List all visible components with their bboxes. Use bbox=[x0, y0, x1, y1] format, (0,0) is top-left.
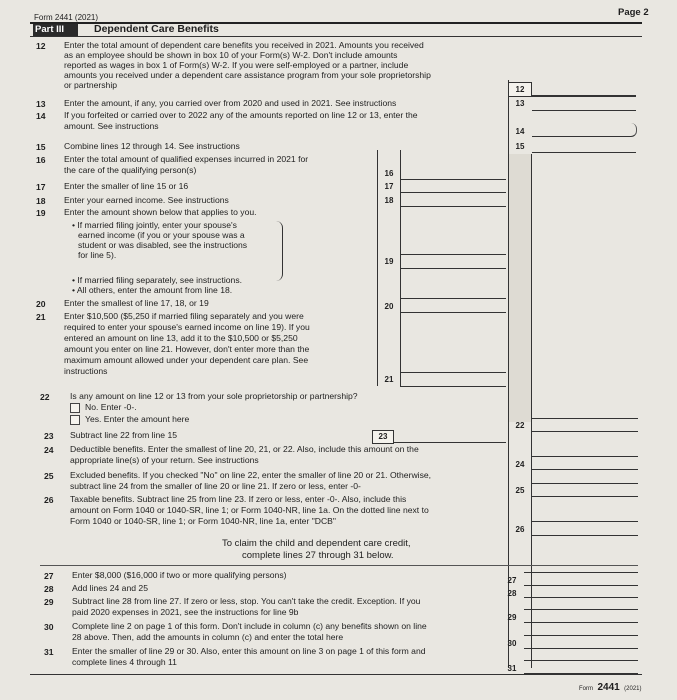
line-19-bullet-3: student or was disabled, see the instructions bbox=[78, 240, 248, 250]
line-15-box-label: 15 bbox=[515, 142, 525, 151]
line-30-amount-field[interactable] bbox=[524, 635, 638, 649]
line-23-box-label: 23 bbox=[378, 432, 388, 441]
line-22-amount-field[interactable] bbox=[532, 418, 638, 432]
line-22-no-label: No. Enter -0-. bbox=[85, 402, 137, 412]
line-24-amount-field[interactable] bbox=[532, 456, 638, 470]
line-25-text-2: subtract line 24 from the smaller of line 20 or line 21. If zero or less, enter -0- bbox=[70, 481, 361, 491]
amount-column-bottom bbox=[508, 420, 532, 668]
line-20-number: 20 bbox=[36, 299, 46, 309]
line-31-amount-field[interactable] bbox=[524, 660, 638, 674]
line-22-box-label: 22 bbox=[515, 421, 525, 430]
line-21-amount-field[interactable] bbox=[400, 372, 506, 387]
footer-form-year: (2021) bbox=[624, 686, 642, 692]
line-25-amount-field[interactable] bbox=[532, 483, 638, 497]
line-17-box-label: 17 bbox=[384, 182, 394, 191]
line-26-box-label: 26 bbox=[515, 525, 525, 534]
line-29-box-label: 29 bbox=[507, 613, 517, 622]
line-21-text-3: entered an amount on line 13, add it to the $10,500 or $5,250 bbox=[64, 333, 298, 343]
line-21-text-2: required to enter your spouse's earned income on line 19). If you bbox=[64, 322, 310, 332]
claim-rule bbox=[40, 565, 638, 566]
line-30-text-1: Complete line 2 on page 1 of this form. Don't include in column (c) any benefits shown on line bbox=[72, 621, 427, 631]
line-31-text-1: Enter the smaller of line 29 or 30. Also, enter this amount on line 3 on page 1 of this form and bbox=[72, 646, 426, 656]
footer-form-number: 2441 bbox=[597, 682, 620, 693]
line-14-text-2: amount. See instructions bbox=[64, 121, 159, 131]
line-25-text-1: Excluded benefits. If you checked "No" on line 22, enter the smaller of line 20 or 21. Otherwise, bbox=[70, 470, 432, 480]
line-22-number: 22 bbox=[40, 392, 50, 402]
line-22-text: Is any amount on line 12 or 13 from your sole proprietorship or partnership? bbox=[70, 391, 358, 401]
line-29-amount-field[interactable] bbox=[524, 609, 638, 623]
brace-icon bbox=[276, 221, 283, 281]
line-20-text: Enter the smallest of line 17, 18, or 19 bbox=[64, 298, 209, 308]
line-12-text-3: reported as wages in box 1 of Form(s) W-2. If you were self-employed or a partner, include bbox=[64, 60, 409, 70]
line-26-text-2: amount on Form 1040 or 1040-SR, line 1; or Form 1040-NR, line 1a. On the dotted line next to bbox=[70, 505, 429, 515]
line-14-amount-field[interactable] bbox=[532, 123, 637, 137]
line-12-text-5: or partnership bbox=[64, 80, 118, 90]
line-16-number: 16 bbox=[36, 155, 46, 165]
line-22-yes-label: Yes. Enter the amount here bbox=[85, 414, 190, 424]
line-25-number: 25 bbox=[44, 471, 54, 481]
line-20-amount-field[interactable] bbox=[400, 298, 506, 313]
line-12-number: 12 bbox=[36, 41, 46, 51]
line-21-text-1: Enter $10,500 ($5,250 if married filing separately and you were bbox=[64, 311, 304, 321]
line-12-box-label: 12 bbox=[515, 85, 525, 94]
line-24-number: 24 bbox=[44, 445, 54, 455]
line-25-box-label: 25 bbox=[515, 486, 525, 495]
part-title: Dependent Care Benefits bbox=[94, 23, 219, 35]
line-19-text: Enter the amount shown below that applies to you. bbox=[64, 207, 257, 217]
line-21-number: 21 bbox=[36, 312, 46, 322]
line-23-text: Subtract line 22 from line 15 bbox=[70, 430, 178, 440]
line-29-text-2: paid 2020 expenses in 2021, see the instructions for line 9b bbox=[72, 607, 299, 617]
line-24-text-2: appropriate line(s) of your return. See instructions bbox=[70, 455, 259, 465]
claim-heading-2: complete lines 27 through 31 below. bbox=[242, 550, 394, 561]
line-19-number: 19 bbox=[36, 208, 46, 218]
line-23-amount-field[interactable] bbox=[394, 430, 506, 443]
line-17-number: 17 bbox=[36, 182, 46, 192]
line-26-text-1: Taxable benefits. Subtract line 25 from line 23. If zero or less, enter -0-. Also, include this bbox=[70, 494, 407, 504]
line-19-box-label: 19 bbox=[384, 257, 394, 266]
line-20-box-label: 20 bbox=[384, 302, 394, 311]
line-14-text-1: If you forfeited or carried over to 2022 any of the amounts reported on line 12 or 13, enter the bbox=[64, 110, 418, 120]
line-13-amount-field[interactable] bbox=[532, 96, 636, 111]
line-28-number: 28 bbox=[44, 584, 54, 594]
page-number: Page 2 bbox=[618, 7, 649, 18]
line-15-text: Combine lines 12 through 14. See instructions bbox=[64, 141, 240, 151]
line-26-number: 26 bbox=[44, 495, 54, 505]
line-18-text: Enter your earned income. See instructions bbox=[64, 195, 229, 205]
line-15-number: 15 bbox=[36, 142, 46, 152]
line-13-number: 13 bbox=[36, 99, 46, 109]
line-16-box-label: 16 bbox=[384, 169, 394, 178]
line-30-box-label: 30 bbox=[507, 639, 517, 648]
line-30-number: 30 bbox=[44, 622, 54, 632]
part-label: Part III bbox=[35, 24, 65, 35]
line-12-text-4: amounts you received under a dependent care assistance program from your sole proprietorship bbox=[64, 70, 431, 80]
line-17-text: Enter the smaller of line 15 or 16 bbox=[64, 181, 189, 191]
line-16-amount-field[interactable] bbox=[400, 166, 506, 180]
line-17-amount-field[interactable] bbox=[400, 179, 506, 193]
line-19-bullet-4: for line 5). bbox=[78, 250, 117, 260]
line-13-box-label: 13 bbox=[515, 99, 525, 108]
line-18-amount-field[interactable] bbox=[400, 193, 506, 207]
form-id: Form 2441 (2021) bbox=[34, 13, 99, 22]
footer-rule bbox=[30, 674, 642, 675]
line-21-text-5: maximum amount allowed under your dependent care plan. See bbox=[64, 355, 309, 365]
line-19-bullet-6: • All others, enter the amount from line 18. bbox=[72, 285, 233, 295]
line-21-text-6: instructions bbox=[64, 366, 108, 376]
line-28-text: Add lines 24 and 25 bbox=[72, 583, 148, 593]
line-31-text-2: complete lines 4 through 11 bbox=[72, 657, 177, 667]
line-12-amount-field[interactable] bbox=[532, 82, 636, 96]
line-21-box-label: 21 bbox=[384, 375, 394, 384]
line-14-box-label: 14 bbox=[515, 127, 525, 136]
line-18-number: 18 bbox=[36, 196, 46, 206]
line-18-box-label: 18 bbox=[384, 196, 394, 205]
line-21-text-4: amount you enter on line 21. However, don't enter more than the bbox=[64, 344, 310, 354]
line-22-yes-checkbox[interactable] bbox=[70, 415, 80, 425]
line-27-text: Enter $8,000 ($16,000 if two or more qualifying persons) bbox=[72, 570, 287, 580]
line-27-number: 27 bbox=[44, 571, 54, 581]
line-30-text-2: 28 above. Then, add the amounts in column (c) and enter the total here bbox=[72, 632, 344, 642]
line-24-text-1: Deductible benefits. Enter the smallest of line 20, 21, or 22. Also, include this amount on the bbox=[70, 444, 419, 454]
line-16-text-1: Enter the total amount of qualified expenses incurred in 2021 for bbox=[64, 154, 309, 164]
line-31-number: 31 bbox=[44, 647, 54, 657]
line-14-number: 14 bbox=[36, 111, 46, 121]
part-rule bbox=[30, 36, 642, 37]
line-19-bullet-5: • If married filing separately, see instructions. bbox=[72, 275, 243, 285]
line-29-number: 29 bbox=[44, 597, 54, 607]
line-27-box-label: 27 bbox=[507, 576, 517, 585]
line-29-text-1: Subtract line 28 from line 27. If zero or less, stop. You can't take the credit. Exception. If you bbox=[72, 596, 421, 606]
line-26-amount-field[interactable] bbox=[532, 521, 638, 536]
footer-form-word: Form bbox=[579, 686, 593, 692]
line-12-text-2: as an employee should be shown in box 10 of your Form(s) W-2. Don't include amounts bbox=[64, 50, 398, 60]
line-19-amount-field[interactable] bbox=[400, 254, 506, 269]
line-12-text-1: Enter the total amount of dependent care benefits you received in 2021. Amounts you received bbox=[64, 40, 424, 50]
line-26-text-3: Form 1040 or 1040-SR, line 1; or Form 1040-NR, line 1a, enter "DCB" bbox=[70, 516, 336, 526]
line-23-number: 23 bbox=[44, 431, 54, 441]
shaded-column bbox=[508, 154, 532, 422]
line-28-amount-field[interactable] bbox=[524, 585, 638, 598]
line-13-text: Enter the amount, if any, you carried over from 2020 and used in 2021. See instructions bbox=[64, 98, 397, 108]
line-22-no-checkbox[interactable] bbox=[70, 403, 80, 413]
line-27-amount-field[interactable] bbox=[524, 572, 638, 586]
line-31-box-label: 31 bbox=[507, 664, 517, 673]
line-16-text-2: the care of the qualifying person(s) bbox=[64, 165, 197, 175]
line-28-box-label: 28 bbox=[507, 589, 517, 598]
line-15-amount-field[interactable] bbox=[532, 139, 636, 153]
line-24-box-label: 24 bbox=[515, 460, 525, 469]
line-19-bullet-1: • If married filing jointly, enter your spouse's bbox=[72, 220, 237, 230]
line-19-bullet-2: earned income (if you or your spouse was a bbox=[78, 230, 245, 240]
claim-heading-1: To claim the child and dependent care credit, bbox=[222, 538, 411, 549]
footer-form-id bbox=[579, 677, 642, 695]
